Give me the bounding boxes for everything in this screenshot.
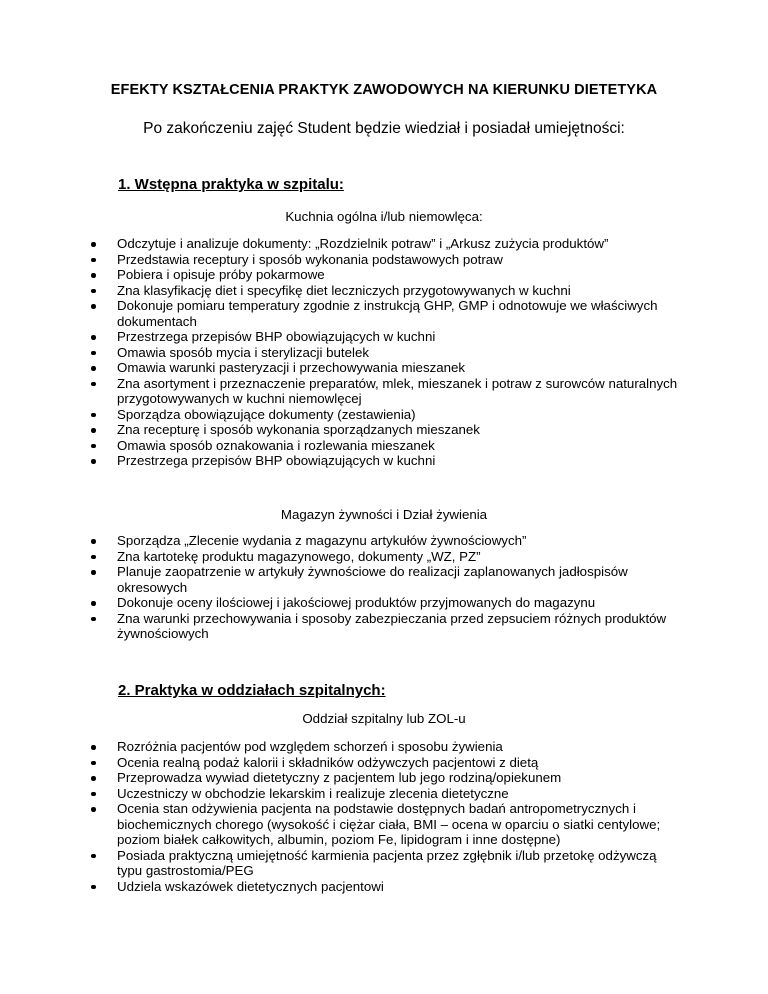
list-item: Uczestniczy w obchodzie lekarskim i realizuje zlecenia dietetyczne [88, 786, 678, 802]
ward-list [88, 739, 678, 894]
list-item: Ocenia realną podaż kalorii i składników odżywczych pacjentowi z dietą [88, 755, 678, 771]
list-item: Udziela wskazówek dietetycznych pacjentowi [88, 879, 678, 895]
kitchen-subheading: Kuchnia ogólna i/lub niemowlęca: [285, 209, 483, 224]
list-item: Zna klasyfikację diet i specyfikę diet leczniczych przygotowywanych w kuchni [88, 283, 678, 299]
section-2-heading: 2. Praktyka w oddziałach szpitalnych: [118, 682, 386, 699]
document-subtitle: Po zakończeniu zajęć Student będzie wiedział i posiadał umiejętności: [143, 120, 625, 137]
list-item: Planuje zaopatrzenie w artykuły żywnościowe do realizacji zaplanowanych jadłospisów okresowych [88, 564, 678, 595]
kitchen-list [88, 236, 678, 469]
list-item: Zna recepturę i sposób wykonania sporządzanych mieszanek [88, 422, 678, 438]
list-item: Pobiera i opisuje próby pokarmowe [88, 267, 678, 283]
list-item: Rozróżnia pacjentów pod względem schorzeń i sposobu żywienia [88, 739, 678, 755]
list-item: Przestrzega przepisów BHP obowiązujących w kuchni [88, 329, 678, 345]
list-item: Przestrzega przepisów BHP obowiązujących w kuchni [88, 453, 678, 469]
list-item: Przedstawia receptury i sposób wykonania podstawowych potraw [88, 252, 678, 268]
list-item: Przeprowadza wywiad dietetyczny z pacjentem lub jego rodziną/opiekunem [88, 770, 678, 786]
document-title: EFEKTY KSZTAŁCENIA PRAKTYK ZAWODOWYCH NA KIERUNKU DIETETYKA [110, 82, 658, 98]
list-item: Omawia warunki pasteryzacji i przechowywania mieszanek [88, 360, 678, 376]
list-item: Dokonuje pomiaru temperatury zgodnie z instrukcją GHP, GMP i odnotowuje we właściwych dokumentach [88, 298, 678, 329]
warehouse-list [88, 533, 678, 642]
section-1-heading: 1. Wstępna praktyka w szpitalu: [118, 176, 344, 193]
list-item: Zna kartotekę produktu magazynowego, dokumenty „WZ, PZ” [88, 549, 678, 565]
warehouse-subheading: Magazyn żywności i Dział żywienia [280, 507, 488, 522]
list-item: Dokonuje oceny ilościowej i jakościowej produktów przyjmowanych do magazynu [88, 595, 678, 611]
list-item: Posiada praktyczną umiejętność karmienia pacjenta przez zgłębnik i/lub przetokę odżywczą typu gastrostomia/PEG [88, 848, 678, 879]
list-item: Zna asortyment i przeznaczenie preparatów, mlek, mieszanek i potraw z surowców naturalnych przygotowywanych w kuchni niemowlęcej [88, 376, 678, 407]
list-item: Odczytuje i analizuje dokumenty: „Rozdzielnik potraw” i „Arkusz zużycia produktów” [88, 236, 678, 252]
list-item: Sporządza obowiązujące dokumenty (zestawienia) [88, 407, 678, 423]
list-item: Sporządza „Zlecenie wydania z magazynu artykułów żywnościowych” [88, 533, 678, 549]
list-item: Ocenia stan odżywienia pacjenta na podstawie dostępnych badań antropometrycznych i biochemicznych chorego (wysokość i ciężar ciała, BMI – ocena w oparciu o siatki centylowe; poziom białek całkowitych, albumin, poziom Fe, lipidogram i inne dostępne) [88, 801, 678, 848]
list-item: Omawia sposób oznakowania i rozlewania mieszanek [88, 438, 678, 454]
list-item: Omawia sposób mycia i sterylizacji butelek [88, 345, 678, 361]
list-item: Zna warunki przechowywania i sposoby zabezpieczania przed zepsuciem różnych produktów żywnościowych [88, 611, 678, 642]
ward-subheading: Oddział szpitalny lub ZOL-u [302, 711, 466, 726]
